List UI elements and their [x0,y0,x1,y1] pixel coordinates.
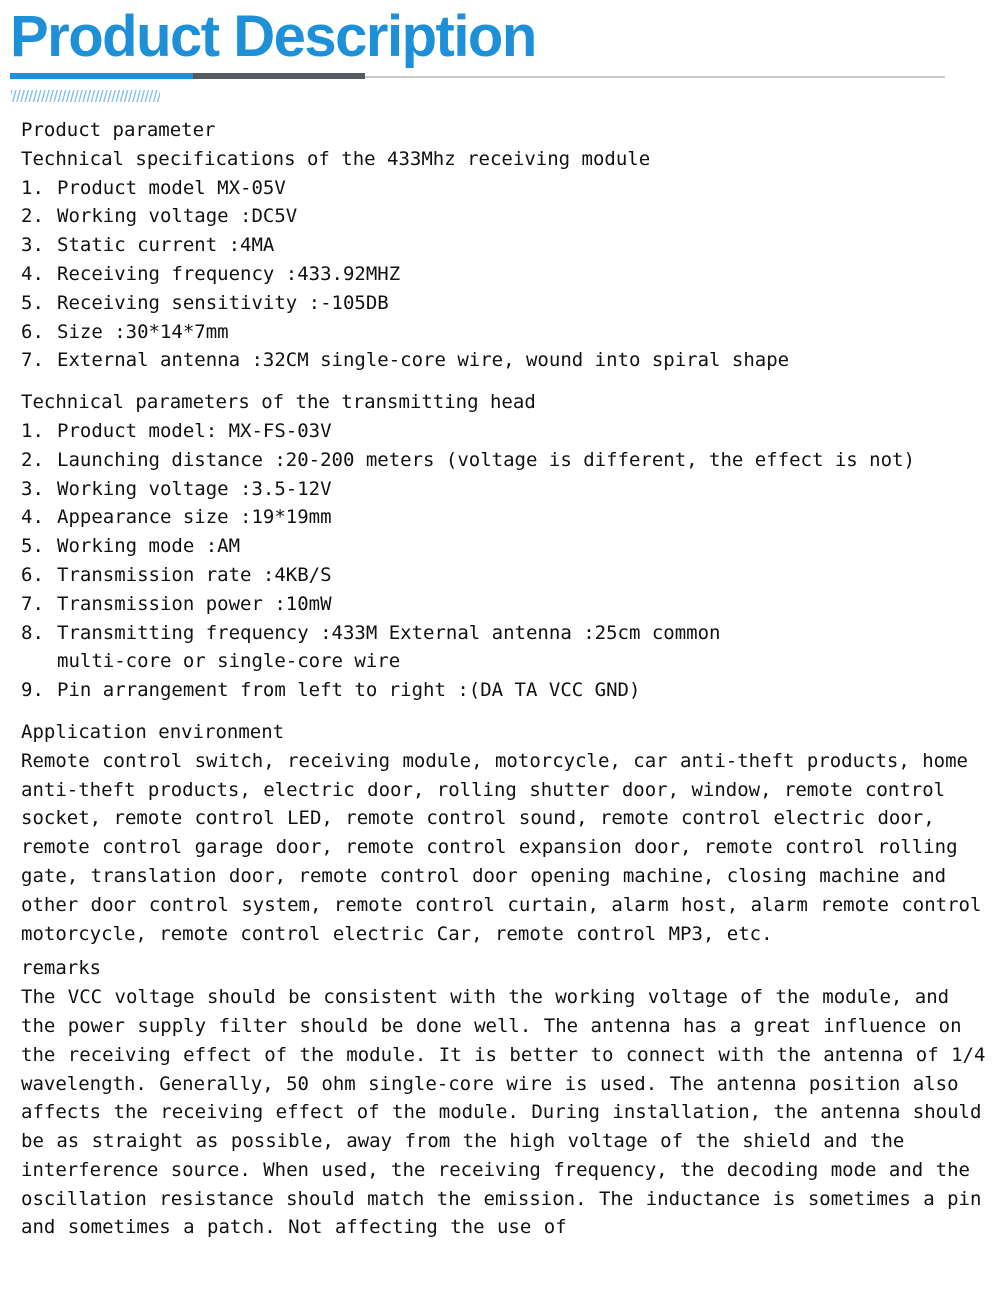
section-heading: Application environment [21,720,285,743]
decorative-hatch-pattern [11,90,160,102]
list-item-text: External antenna :32CM single-core wire, wound into spiral shape [57,349,790,372]
list-item [21,231,991,260]
list-item [21,318,991,347]
list-item [21,417,991,446]
list-item-number: 4. [21,506,44,529]
list-item [21,532,991,561]
list-item [21,346,991,375]
title-underline-accent-blue [10,73,193,79]
title-underline-accent-dark [193,73,365,79]
list-item-text: Product model: MX-FS-03V [57,419,332,442]
application-section [21,718,991,948]
list-item-text: Working voltage :DC5V [57,205,298,228]
section-heading: Technical parameters of the transmitting head [21,391,536,414]
list-item-text: Working mode :AM [57,535,241,558]
list-item-text: Product model MX-05V [57,176,286,199]
section-heading: Product parameter [21,119,216,141]
list-item-number: 6. [21,563,44,586]
section-paragraph: Remote control switch, receiving module, motorcycle, car anti-theft products, home anti-theft products, electric door, rolling shutter door, window, remote control socket, remote control LED, remote control sound, remote control electric door, remote control garage door, remote control expansion door, remote control rolling gate, translation door, remote control door opening machine, closing machine and other door control system, remote control curtain, alarm host, alarm remote control motorcycle, remote control electric Car, remote control MP3, etc. [21,749,982,945]
list-item-number: 7. [21,592,44,615]
section-heading: remarks [21,957,102,980]
section-spacer [21,705,991,718]
list-item-text: Static current :4MA [57,234,275,257]
section-spacer [21,375,991,388]
list-item [21,619,991,677]
list-item-text: Launching distance :20-200 meters (voltage is different, the effect is not) [57,448,915,471]
list-item [21,174,991,203]
list-item [21,590,991,619]
list-item-text: Working voltage :3.5-12V [57,477,332,500]
list-item-number: 3. [21,234,44,257]
list-item-number: 6. [21,320,44,343]
list-item-text: Size :30*14*7mm [57,320,229,343]
page-title: Product Description [10,4,536,69]
list-item [21,503,991,532]
transmitting-head-section [21,388,991,705]
list-item-number: 8. [21,621,44,644]
description-body [21,116,991,1242]
list-item-number: 1. [21,419,44,442]
section-subheading: Technical specifications of the 433Mhz receiving module [21,147,651,170]
list-item [21,446,991,475]
list-item-text: Transmission power :10mW [57,592,332,615]
list-item-text: Receiving sensitivity :-105DB [57,291,389,314]
list-item-number: 7. [21,349,44,372]
list-item-number: 2. [21,205,44,228]
remarks-section [21,954,991,1242]
list-item [21,475,991,504]
list-item-number: 2. [21,448,44,471]
list-item [21,289,991,318]
page-header [0,0,1000,110]
section-paragraph: The VCC voltage should be consistent with the working voltage of the module, and the power supply filter should be done well. The antenna has a great influence on the receiving effect of the module. It is better to connect with the antenna of 1/4 wavelength. Generally, 50 ohm single-core wire is used. The antenna position also affects the receiving effect of the module. During installation, the antenna should be as straight as possible, away from the high voltage of the shield and the interference source. When used, the receiving frequency, the decoding mode and the oscillation resistance should match the emission. The inductance is sometimes a pin and sometimes a patch. Not affecting the use of [21,986,986,1239]
list-item-number: 3. [21,477,44,500]
list-item [21,202,991,231]
list-item-text: Receiving frequency :433.92MHZ [57,262,401,285]
list-item-text: Transmission rate :4KB/S [57,563,332,586]
list-item-text: Transmitting frequency :433M External antenna :25cm common multi-core or single-core wire [57,621,721,673]
list-item-text: Pin arrangement from left to right :(DA TA VCC GND) [57,679,641,702]
list-item [21,561,991,590]
list-item-text: Appearance size :19*19mm [57,506,332,529]
list-item-number: 1. [21,176,44,199]
receiving-module-section [21,116,991,375]
list-item [21,676,991,705]
list-item-number: 5. [21,291,44,314]
list-item-number: 5. [21,535,44,558]
list-item-number: 4. [21,262,44,285]
list-item [21,260,991,289]
list-item-number: 9. [21,679,44,702]
